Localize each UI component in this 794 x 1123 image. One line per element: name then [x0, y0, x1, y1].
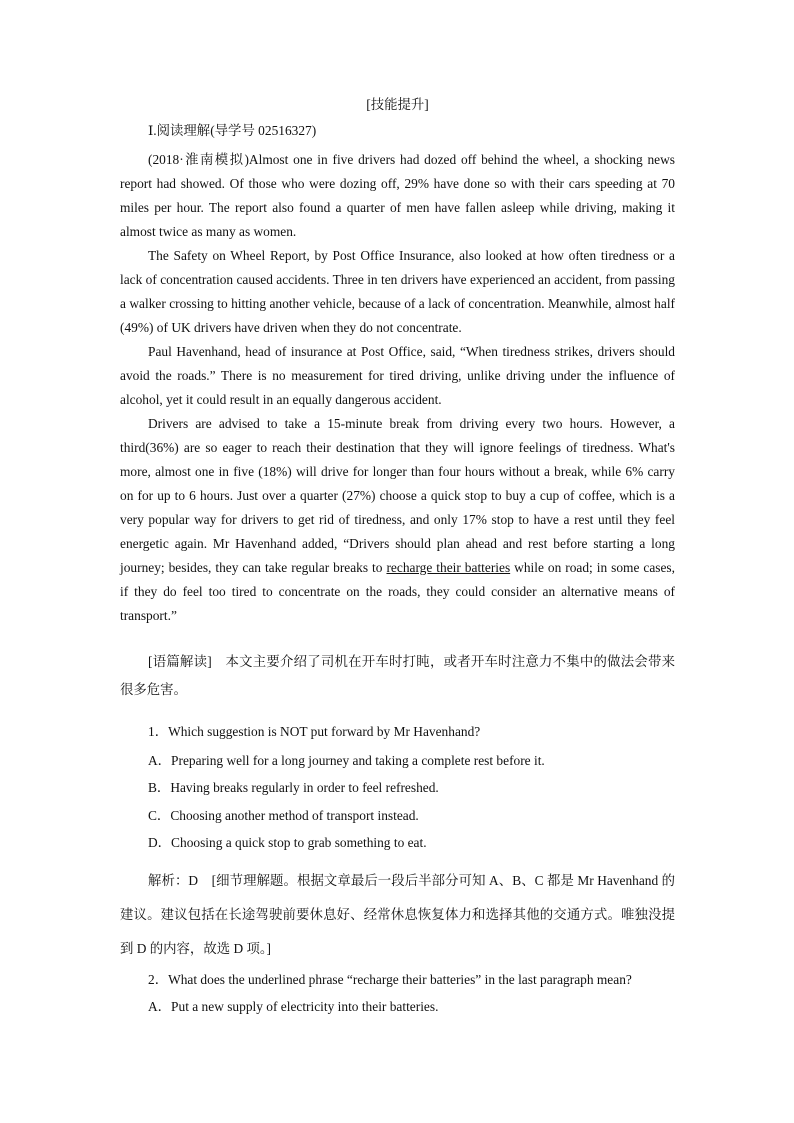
question-1-stem: 1．Which suggestion is NOT put forward by Mr Havenhand? [148, 724, 481, 739]
passage-paragraph-2: The Safety on Wheel Report, by Post Office Insurance, also looked at how often tiredness or a lack of concentration caused accidents. Three in ten drivers have experienced an accident, from passing a walker crossing to hitting another vehicle, because of a lack of concentration. Meanwhile, almost half (49%) of UK drivers have driven when they do not concentrate. [120, 248, 675, 335]
passage-paragraph-3: Paul Havenhand, head of insurance at Post Office, said, “When tiredness strikes, drivers should avoid the roads.” There is no measurement for tired driving, unlike driving under the influence of alcohol, yet it could result in an equally dangerous accident. [120, 344, 675, 407]
question-1-option-a: A．Preparing well for a long journey and taking a complete rest before it. [148, 753, 545, 768]
passage-paragraph-1: (2018·淮南模拟)Almost one in five drivers had dozed off behind the wheel, a shocking news report had showed. Of those who were dozing off, 29% have done so with their cars speeding at 70 miles per hour. The report also found a quarter of men have fallen asleep while driving, making it almost twice as many as women. [120, 152, 675, 239]
paragraph-4-text-after: while on road; in some cases, if they do feel too tired to concentrate on the roads, they could consider an alternative means of transport.” [120, 560, 675, 623]
question-2-option-a: A．Put a new supply of electricity into their batteries. [148, 999, 439, 1014]
underlined-phrase: recharge their batteries [386, 560, 511, 575]
question-1-option-d: D．Choosing a quick stop to grab something to eat. [148, 835, 427, 850]
paragraph-4-text-before: Drivers are advised to take a 15-minute break from driving every two hours. However, a third(36%) are so eager to reach their destination that they will ignore feelings of tiredness. What's more, almost one in five (18%) will drive for longer than four hours without a break, while 6% carry on for up to 6 hours. Just over a quarter (27%) choose a quick stop to buy a cup of coffee, which is a very popular way for drivers to get rid of tiredness, and only 17% stop to have a rest until they feel energetic again. Mr Havenhand added, “Drivers should plan ahead and rest before starting a long journey; besides, they can take regular breaks to [120, 416, 675, 575]
reading-passage [120, 148, 675, 628]
question-1-answer-explanation: 解析：D [细节理解题。根据文章最后一段后半部分可知 A、B、C 都是 Mr Havenhand 的建议。建议包括在长途驾驶前要休息好、经常休息恢复体力和选择其他的交通方式。唯独没提到 D 的内容，故选 D 项。] [120, 873, 675, 956]
question-2-stem: 2．What does the underlined phrase “recharge their batteries” in the last paragraph mean? [148, 972, 632, 987]
question-1-option-b: B．Having breaks regularly in order to feel refreshed. [148, 780, 439, 795]
passage-paragraph-4 [120, 412, 675, 628]
section-header: [技能提升] [366, 97, 429, 112]
section-title: Ⅰ.阅读理解(导学号 02516327) [148, 123, 317, 138]
question-1-option-c: C．Choosing another method of transport instead. [148, 808, 419, 823]
passage-summary-note: [语篇解读] 本文主要介绍了司机在开车时打盹，或者开车时注意力不集中的做法会带来很多危害。 [120, 654, 675, 697]
